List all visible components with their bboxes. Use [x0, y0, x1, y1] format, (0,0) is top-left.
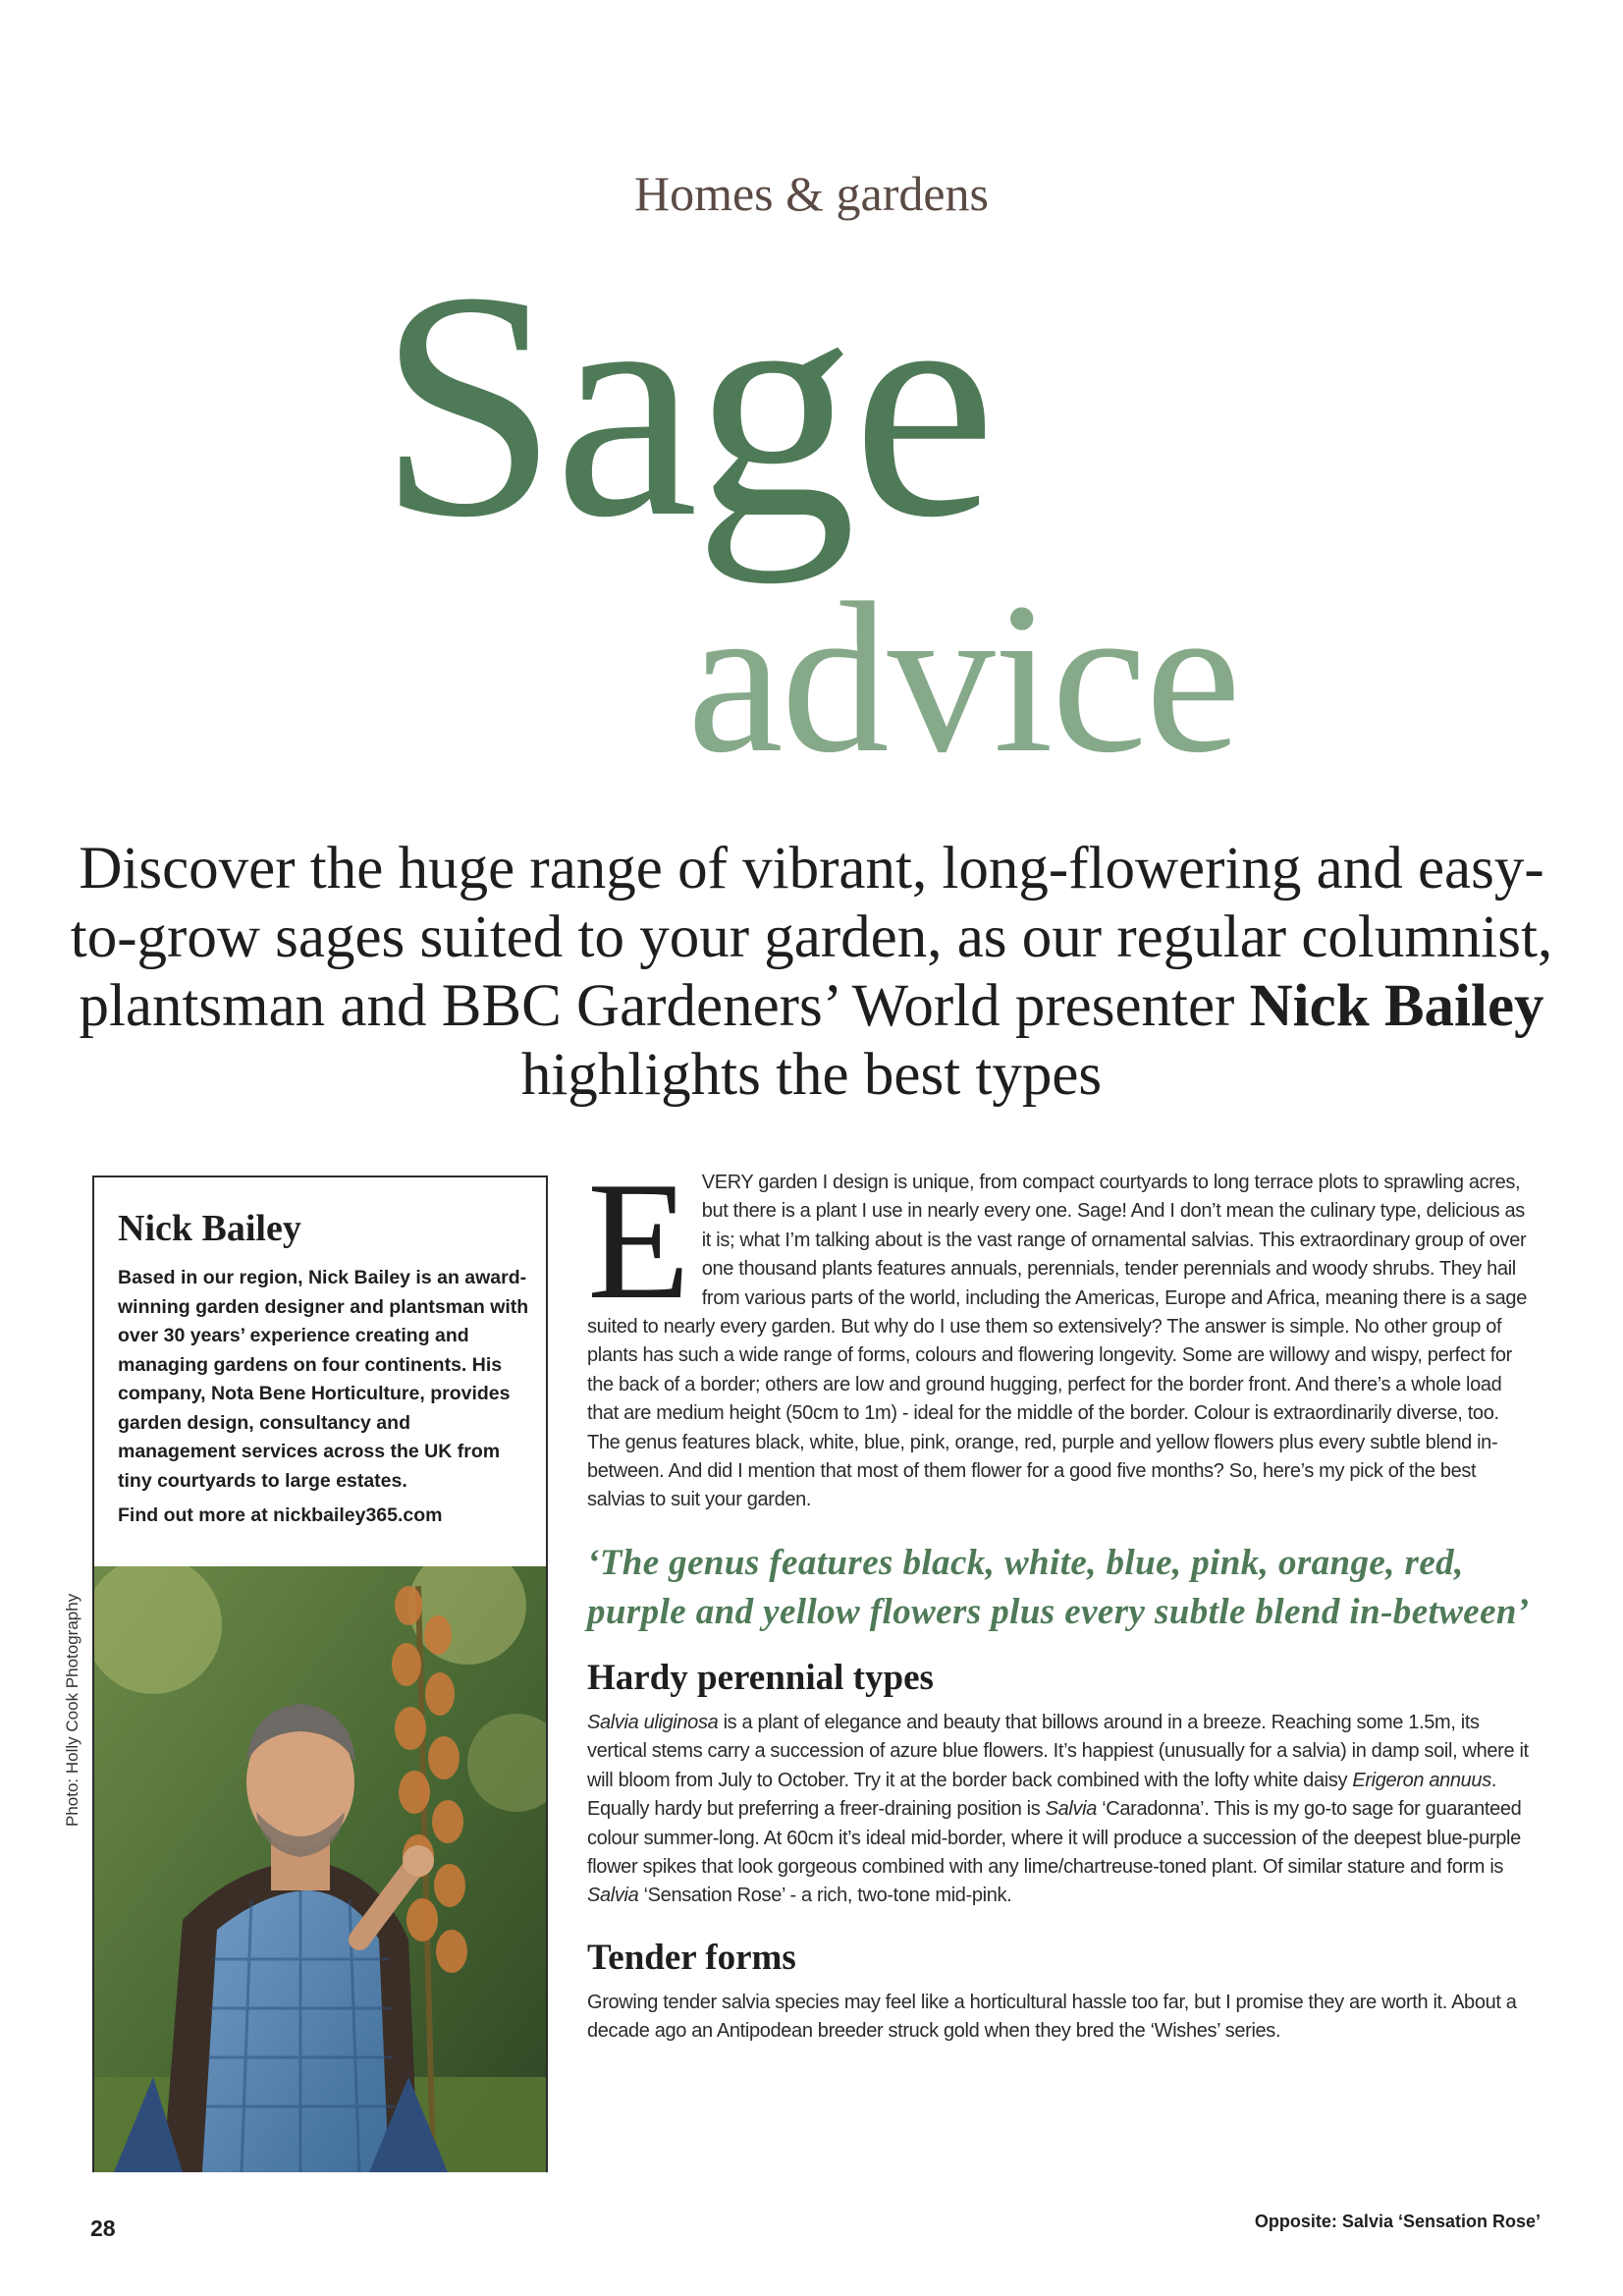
author-photo	[94, 1566, 546, 2172]
bio-website-link[interactable]: Find out more at nickbailey365.com	[118, 1504, 443, 1526]
standfirst-author: Nick Bailey	[1249, 973, 1544, 1039]
hardy-text-c: ‘Caradonna’. This is my go-to sage for guaranteed colour summer-long. At 60cm it’s ideal mid-border, where it will produce a succession of the deepest blue-purple flower spikes that look gorgeous combined with any lime/chartreuse-toned plant. Of similar stature and form is	[587, 1798, 1522, 1878]
intro-paragraph	[587, 1148, 1530, 1515]
heading-hardy-perennial: Hardy perennial types	[587, 1657, 934, 1698]
headline-advice: advice	[687, 558, 1240, 797]
tender-forms-paragraph: Growing tender salvia species may feel like a horticultural hassle too far, but I promise they are worth it. About a decade ago an Antipodean breeder struck gold when they bred the ‘Wishes’ series.	[587, 1991, 1517, 2043]
pull-quote: ‘The genus features black, white, blue, pink, orange, red, purple and yellow flowers plus every subtle blend in-between’	[587, 1542, 1530, 1632]
standfirst	[69, 835, 1554, 1110]
headline-sage: Sage	[378, 226, 993, 584]
intro-text: VERY garden I design is unique, from compact courtyards to long terrace plots to sprawling acres, but there is a plant I use in nearly every one. Sage! And I don’t mean the culinary type, delicious as it is; what I’m talking about is the vast range of ornamental salvias. This extraordinary group of over one thousand plants features annuals, perennials, tender perennials and woody shrubs. They hail from various parts of the world, including the Americas, Europe and Africa, meaning there is a sage suited to nearly every garden. But why do I use them so extensively? The answer is simple. No other group of plants has such a wide range of forms, colours and flowering longevity. Some are willowy and wispy, perfect for the back of a border; others are low and ground hugging, perfect for the border front. And there’s a whole load that are medium height (50cm to 1m) - ideal for the middle of the border. Colour is extraordinarily diverse, too. The genus features black, white, blue, pink, orange, red, purple and yellow flowers plus every subtle blend in-between. And did I mention that most of them flower for a good five months? So, here’s my pick of the best salvias to suit your garden.	[587, 1172, 1527, 1511]
species-name: Salvia	[1045, 1798, 1097, 1821]
section-label: Homes & gardens	[633, 166, 990, 221]
photo-caption: Opposite: Salvia ‘Sensation Rose’	[1254, 2212, 1541, 2231]
bio-name: Nick Bailey	[118, 1208, 301, 1249]
bio-text: Based in our region, Nick Bailey is an award-winning garden designer and plantsman with over 30 years’ experience creating and managing gardens on four continents. His company, Nota Bene Horticulture, provides garden design, consultancy and management services across the UK from tiny courtyards to large estates.	[118, 1267, 529, 1492]
hardy-perennial-paragraph	[587, 1709, 1530, 1911]
author-bio-box	[92, 1175, 548, 2172]
hardy-text-a: is a plant of elegance and beauty that billows around in a breeze. Reaching some 1.5m, its vertical stems carry a succession of azure blue flowers. It’s happiest (unusually for a salvia) in damp soil, where it will bloom from July to October. Try it at the border back combined with the lofty white daisy	[587, 1711, 1529, 1791]
page-number: 28	[90, 2215, 116, 2241]
standfirst-tail: highlights the best types	[520, 1042, 1103, 1108]
drop-cap: E	[587, 1148, 690, 1335]
species-name: Salvia uliginosa	[587, 1711, 719, 1733]
heading-tender-forms: Tender forms	[587, 1937, 796, 1978]
hardy-text-b: . Equally hardy but preferring a freer-draining position is	[587, 1769, 1497, 1821]
article-body	[587, 1148, 1530, 2047]
photo-credit: Photo: Holly Cook Photography	[63, 1593, 81, 1827]
species-name: Salvia	[587, 1885, 639, 1907]
standfirst-lead: Discover the huge range of vibrant, long-flowering and easy-to-grow sages suited to your garden, as our regular columnist, plantsman and BBC Gardeners’ World presenter	[70, 836, 1553, 1039]
species-name: Erigeron annuus	[1352, 1769, 1491, 1791]
hardy-text-d: ‘Sensation Rose’ - a rich, two-tone mid-pink.	[638, 1885, 1012, 1907]
